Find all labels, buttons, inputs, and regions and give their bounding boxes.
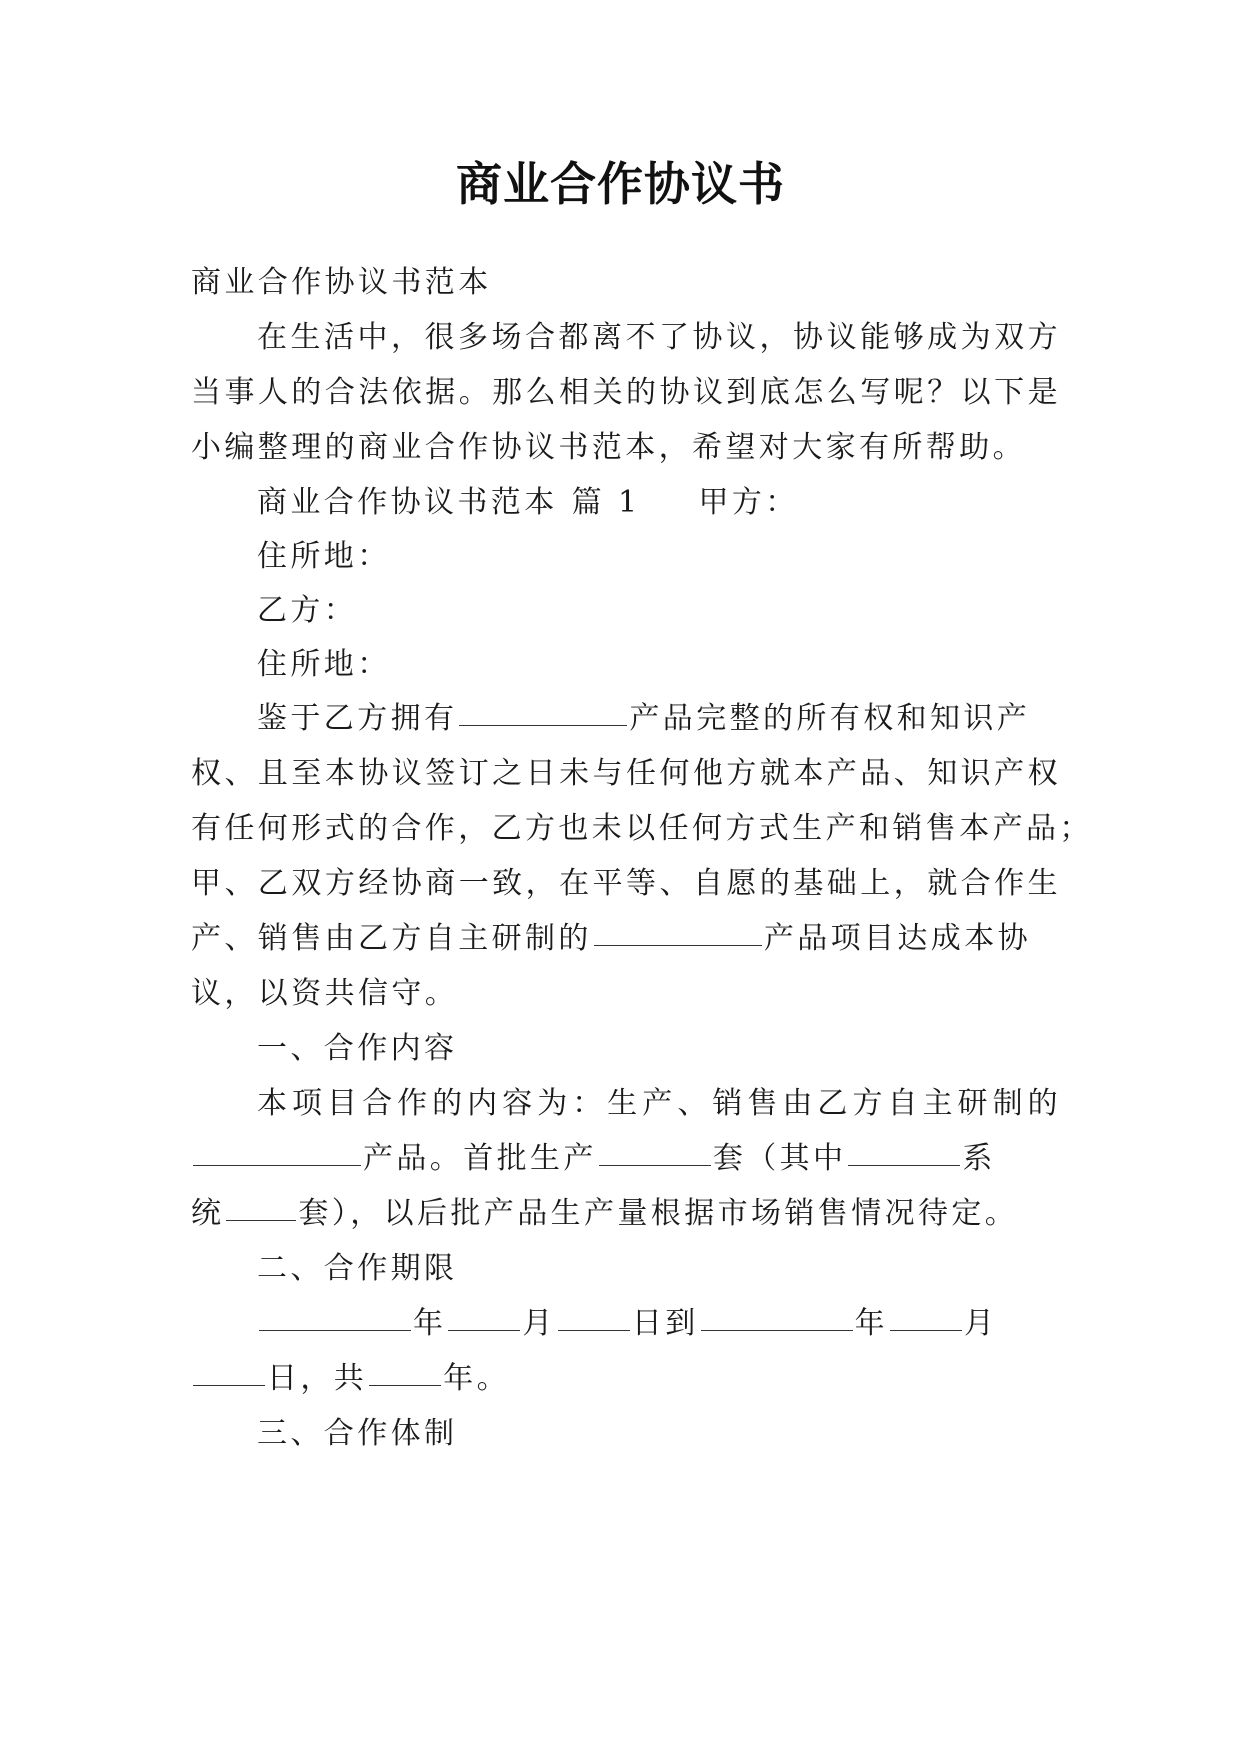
date-unit: 月 bbox=[964, 1306, 998, 1341]
clause-1-heading: 一、合作内容 bbox=[257, 1031, 458, 1066]
whereas-text: 产品完整的所有权和知识产 bbox=[629, 701, 1031, 736]
clause-text: 系 bbox=[962, 1141, 996, 1176]
date-unit: 月 bbox=[522, 1306, 556, 1341]
whereas-line-4: 甲、乙双方经协商一致，在平等、自愿的基础上，就合作生 bbox=[191, 866, 1061, 901]
clause-2-heading: 二、合作期限 bbox=[257, 1251, 458, 1286]
party-a-label: 甲方： bbox=[698, 485, 799, 520]
date-unit: 年 bbox=[854, 1306, 889, 1341]
clause-text: 套），以后批产品生产量根据市场销售情况待定。 bbox=[298, 1196, 1019, 1231]
intro-line-2: 当事人的合法依据。那么相关的协议到底怎么写呢？以下是 bbox=[191, 375, 1061, 410]
whereas-text: 产品项目达成本协 bbox=[763, 921, 1032, 956]
whereas-line-3: 有任何形式的合作，乙方也未以任何方式生产和销售本产品； bbox=[191, 811, 1093, 846]
document-subtitle: 商业合作协议书范本 bbox=[191, 265, 492, 300]
clause-text: 统 bbox=[191, 1196, 225, 1231]
fill-blank[interactable] bbox=[369, 1384, 441, 1386]
clause-1-line-1: 本项目合作的内容为：生产、销售由乙方自主研制的 bbox=[257, 1086, 1061, 1121]
intro-line-1: 在生活中，很多场合都离不了协议，协议能够成为双方 bbox=[257, 320, 1061, 355]
fill-blank[interactable] bbox=[448, 1329, 520, 1331]
date-unit: 日，共 bbox=[267, 1361, 368, 1396]
section-name: 商业合作协议书范本 bbox=[257, 485, 558, 520]
whereas-line-5 bbox=[191, 910, 1061, 968]
party-a-address-label: 住所地： bbox=[257, 539, 391, 574]
whereas-text: 产、销售由乙方自主研制的 bbox=[191, 921, 592, 956]
fill-blank[interactable] bbox=[459, 724, 627, 726]
whereas-text: 鉴于乙方拥有 bbox=[257, 701, 458, 736]
whereas-line-2: 权、且至本协议签订之日未与任何他方就本产品、知识产权 bbox=[191, 756, 1061, 791]
fill-blank[interactable] bbox=[701, 1329, 853, 1331]
fill-blank[interactable] bbox=[848, 1164, 960, 1166]
clause-2-line-1 bbox=[257, 1295, 1061, 1353]
clause-1-line-3 bbox=[191, 1185, 1061, 1243]
section-part: 篇 1 bbox=[571, 485, 641, 520]
fill-blank[interactable] bbox=[890, 1329, 962, 1331]
date-unit: 日到 bbox=[631, 1306, 699, 1341]
clause-2-line-2 bbox=[191, 1350, 1061, 1408]
fill-blank[interactable] bbox=[594, 944, 762, 946]
date-unit: 年 bbox=[413, 1306, 447, 1341]
clause-text: 产品。首批生产 bbox=[363, 1141, 597, 1176]
fill-blank[interactable] bbox=[193, 1164, 361, 1166]
fill-blank[interactable] bbox=[193, 1384, 265, 1386]
fill-blank[interactable] bbox=[259, 1329, 411, 1331]
clause-3-heading: 三、合作体制 bbox=[257, 1416, 458, 1451]
party-b-label: 乙方： bbox=[257, 593, 358, 628]
document-title: 商业合作协议书 bbox=[456, 157, 785, 211]
fill-blank[interactable] bbox=[599, 1164, 711, 1166]
clause-1-line-2 bbox=[191, 1130, 1061, 1188]
intro-line-3: 小编整理的商业合作协议书范本，希望对大家有所帮助。 bbox=[191, 430, 1026, 465]
fill-blank[interactable] bbox=[558, 1329, 630, 1331]
clause-text: 套（其中 bbox=[712, 1141, 847, 1176]
section-heading bbox=[257, 474, 1061, 532]
whereas-line-1 bbox=[257, 690, 1061, 748]
fill-blank[interactable] bbox=[226, 1219, 296, 1221]
date-unit: 年。 bbox=[443, 1361, 511, 1396]
party-b-address-label: 住所地： bbox=[257, 647, 391, 682]
whereas-line-6: 议，以资共信守。 bbox=[191, 976, 459, 1011]
